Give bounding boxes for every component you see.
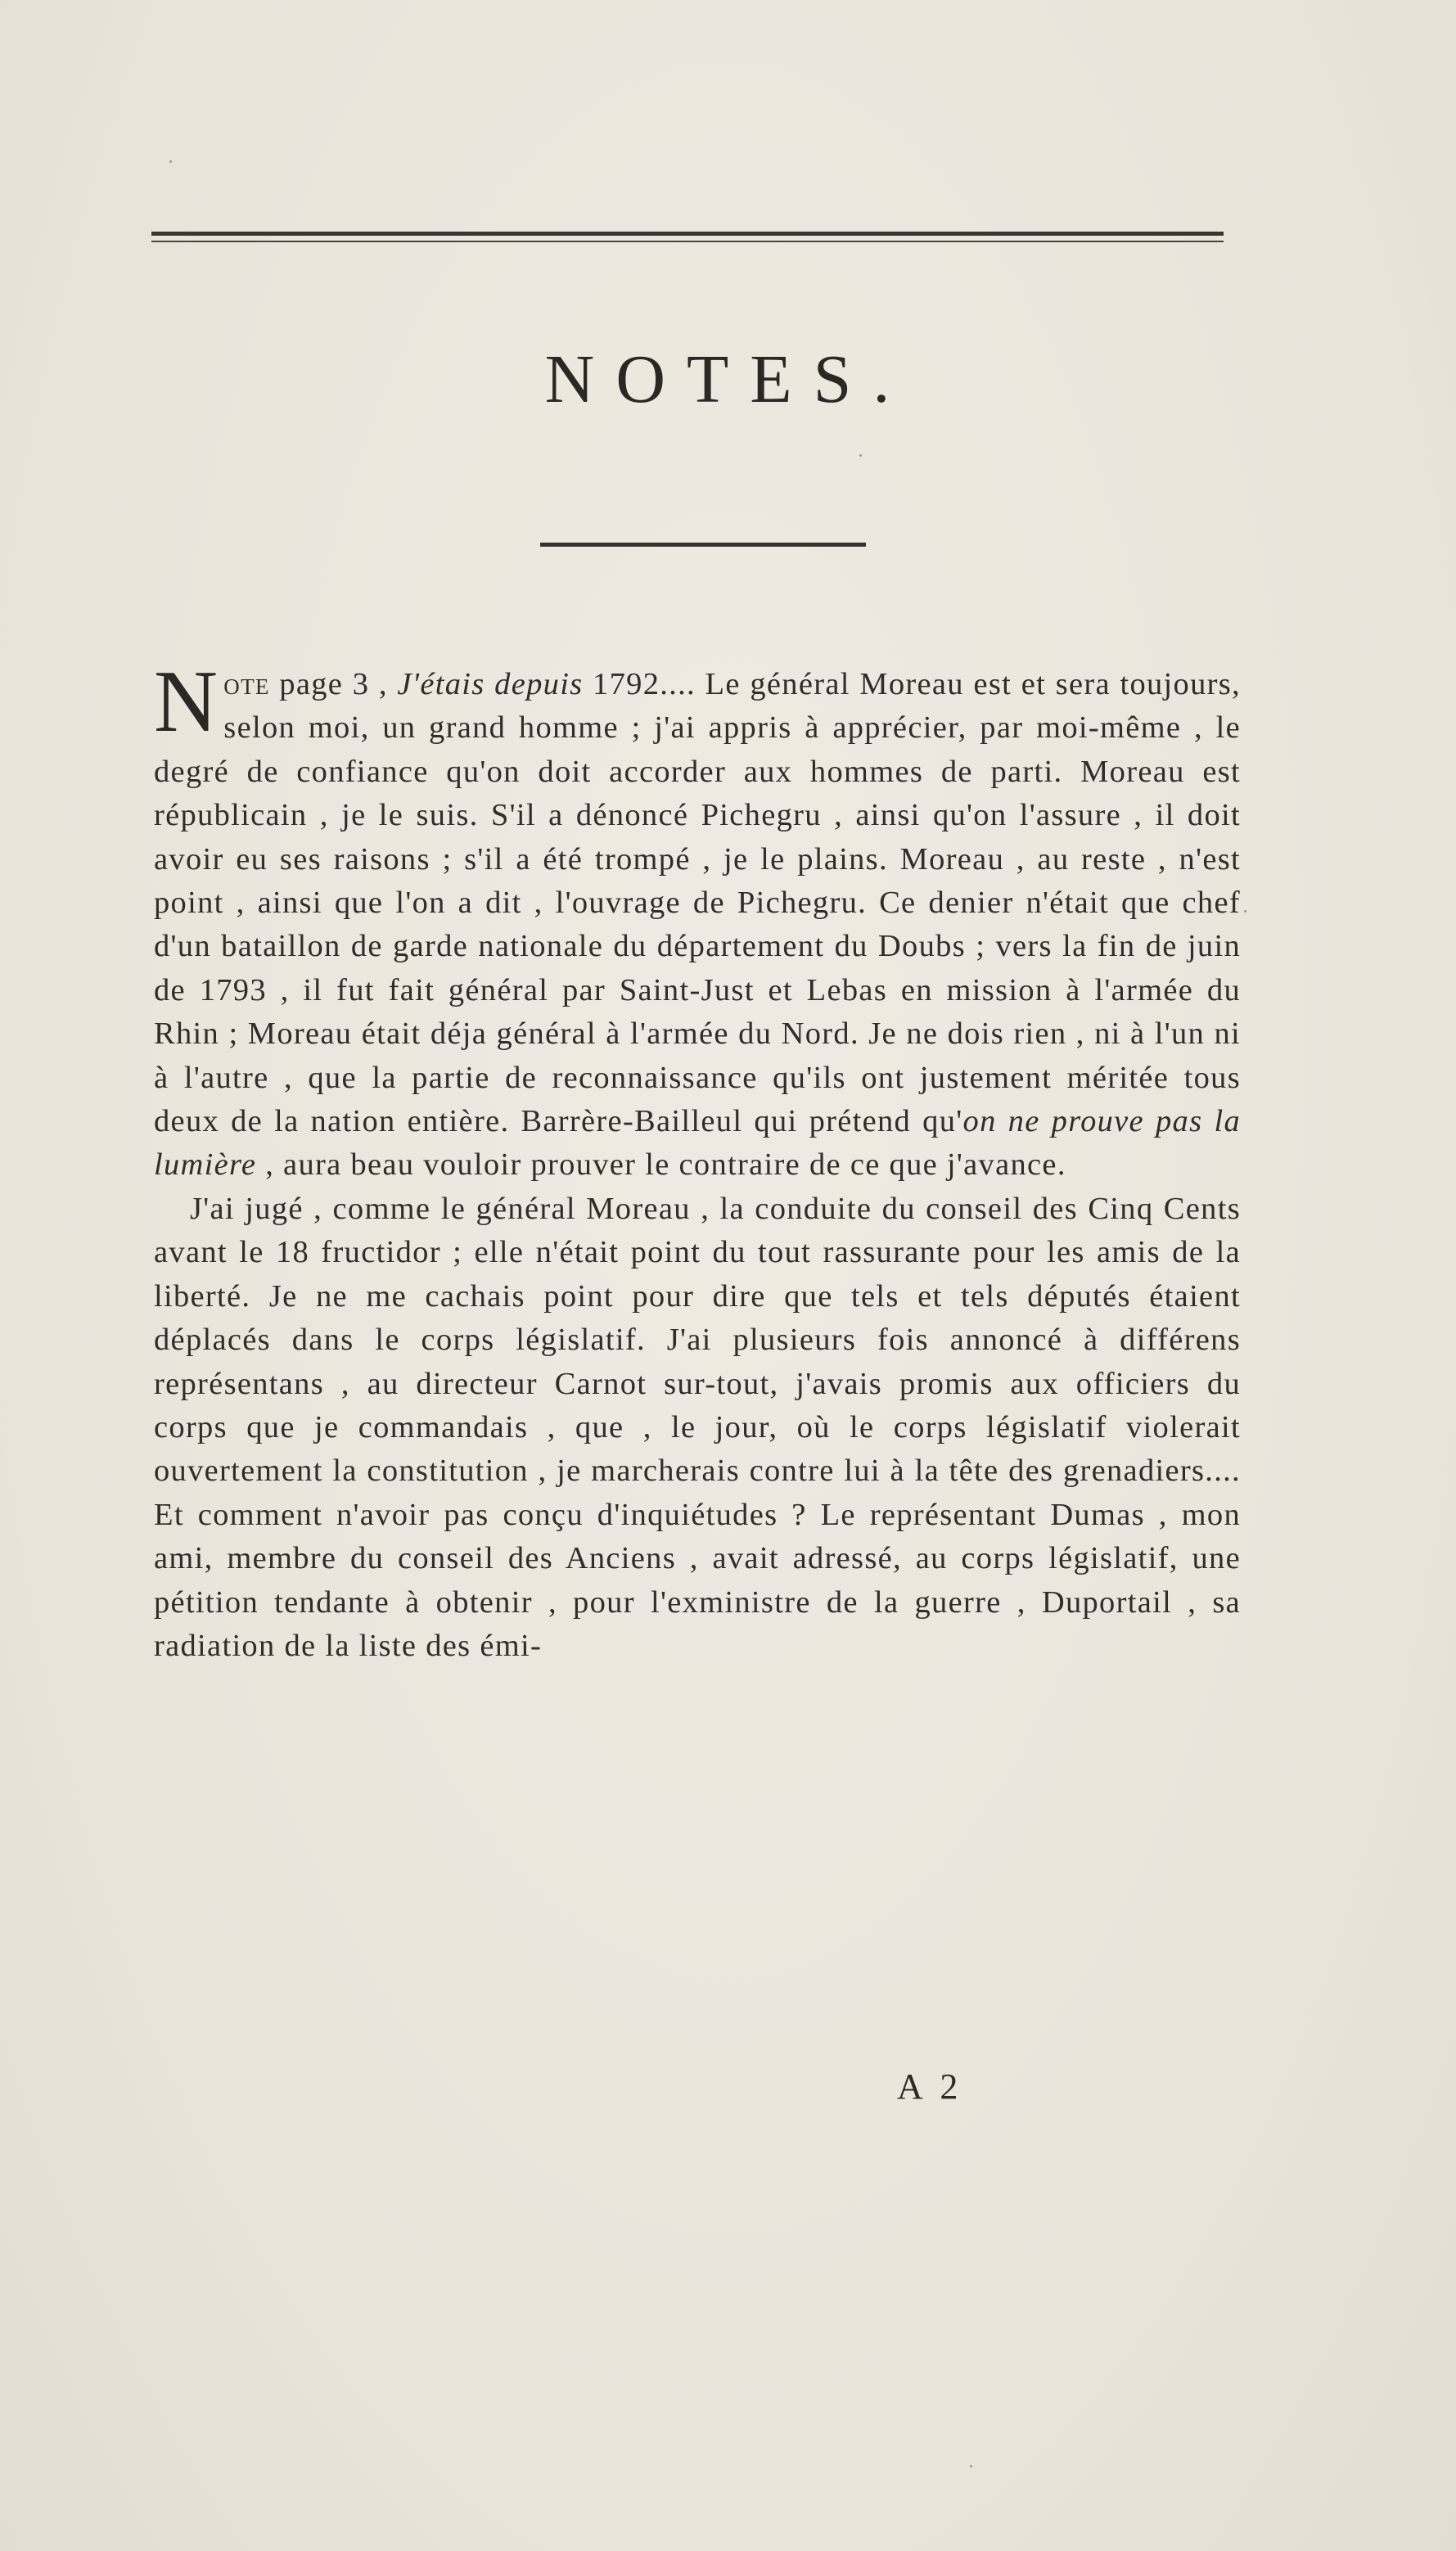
ink-speck (970, 2465, 972, 2468)
paragraph-1-closing: , aura beau vouloir prouver le contraire de ce que j'avance. (256, 1147, 1066, 1183)
ink-speck (169, 160, 172, 163)
top-double-rule (151, 232, 1224, 246)
quoted-phrase: on ne prouve pas la lumière (154, 1104, 1241, 1183)
signature-mark: A 2 (897, 2066, 963, 2107)
opening-text: page 3 , (269, 667, 398, 701)
paragraph-1-text: 1792.... Le général Moreau est et sera toujours, selon moi, un grand homme ; j'ai appris à apprécier, par moi-même , le degré de confiance qu'on doit accorder aux hommes de parti. Moreau est républicain , je le suis. S'il a dénoncé Pichegru , ainsi qu'on l'assure , il doit avoir eu ses raisons ; s'il a été trompé , je le plains. Moreau , au reste , n'est point , ainsi que l'on a dit , l'ouvrage de Pichegru. Ce denier n'était que chef d'un bataillon de garde nationale du département du Doubs ; vers la fin de juin de 1793 , il fut fait général par Saint-Just et Lebas en mission à l'armée du Rhin ; Moreau était déja général à l'armée du Nord. Je ne dois rien , ni à l'un ni à l'autre , que la partie de reconnaissance qu'ils ont justement méritée tous deux de la nation entière. Barrère-Bailleul qui prétend qu' (154, 667, 1241, 1139)
opening-smallcaps: ote (223, 667, 270, 701)
paragraph-1 (154, 653, 1241, 1188)
emphasis-text: J'étais depuis (397, 667, 584, 701)
ink-speck (859, 454, 862, 457)
page-title: NOTES. (544, 341, 912, 417)
paragraph-2: J'ai jugé , comme le général Moreau , la conduite du conseil des Cinq Cents avant le 18 fructidor ; elle n'était point du tout rassurante pour les amis de la liberté. Je ne me cachais point pour dire que tels et tels députés étaient déplacés dans le corps législatif. J'ai plusieurs fois annoncé à différens représentans , au directeur Carnot sur-tout, j'avais promis aux officiers du corps que je commandais , que , le jour, où le corps législatif violerait ouvertement la constitution , je marcherais contre lui à la tête des grenadiers.... Et comment n'avoir pas conçu d'inquiétudes ? Le représentant Dumas , mon ami, membre du conseil des Anciens , avait adressé, au corps législatif, une pétition tendante à obtenir , pour l'exministre de la guerre , Duportail , sa radiation de la liste des émi- (154, 1191, 1241, 1663)
drop-cap: N (154, 653, 219, 750)
title-divider (540, 543, 866, 547)
notes-body (154, 653, 1241, 1668)
ink-speck (1244, 910, 1246, 913)
